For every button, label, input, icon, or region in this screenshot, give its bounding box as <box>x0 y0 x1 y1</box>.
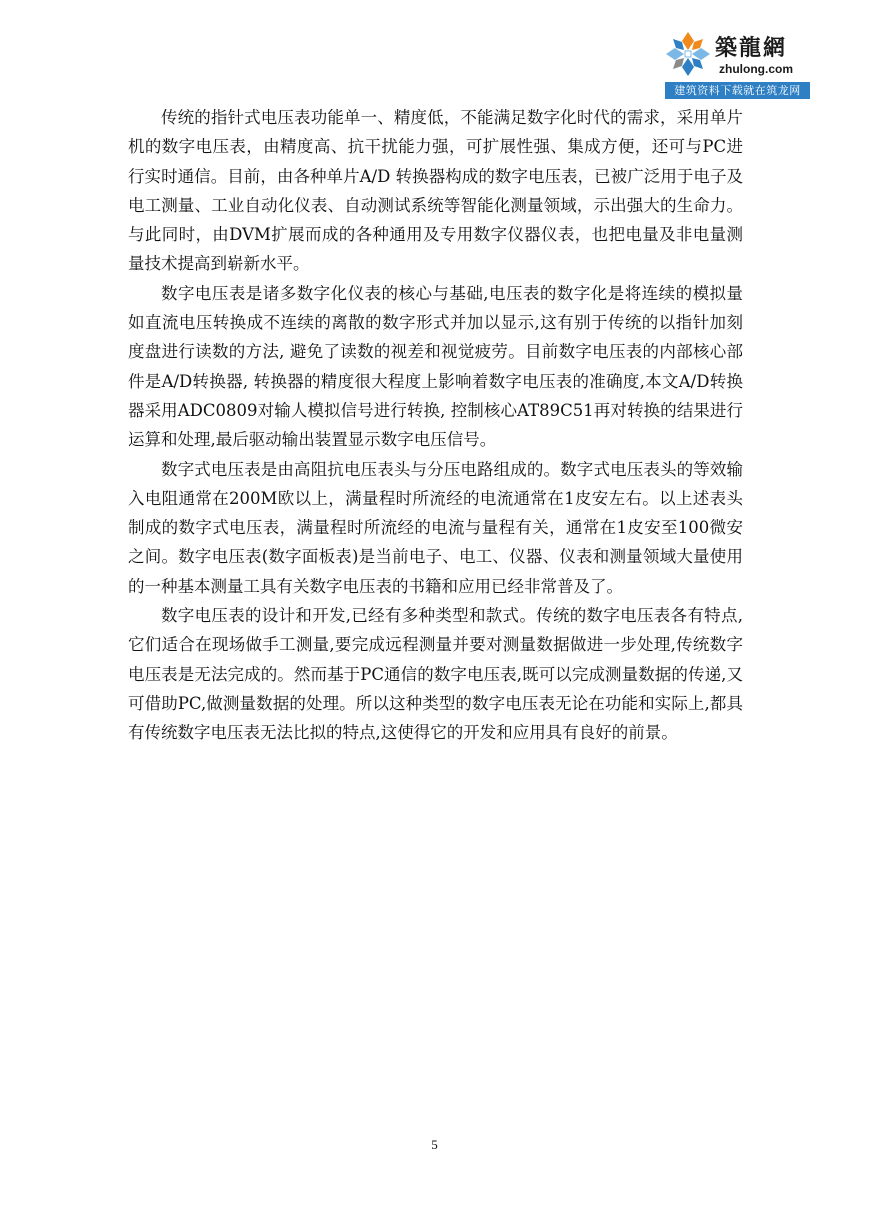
logo-chinese-name: 築龍網 <box>715 35 788 61</box>
logo-slogan: 建筑资料下载就在筑龙网 <box>665 82 810 99</box>
zhulong-snowflake-logo-icon <box>665 31 711 77</box>
paragraph: 数字电压表是诸多数字化仪表的核心与基础,电压表的数字化是将连续的模拟量如直流电压转换成不连续的离散的数字形式并加以显示,这有别于传统的以指针加刻度盘进行读数的方法, 避免了读数的视差和视觉疲劳。目前数字电压表的内部核心部件是A/D转换器, 转换器的精度很大程度上影响着数字电压表的准确度,本文A/D转换器采用ADC0809对输人模拟信号进行转换, 控制核心AT89C51再对转换的结果进行运算和处理,最后驱动输出装置显示数字电压信号。 <box>128 283 743 450</box>
logo-domain: zhulong.com <box>719 62 793 76</box>
paragraph: 数字电压表的设计和开发,已经有多种类型和款式。传统的数字电压表各有特点,它们适合在现场做手工测量,要完成远程测量并要对测量数据做进一步处理,传统数字电压表是无法完成的。然而基于PC通信的数字电压表,既可以完成测量数据的传递,又可借助PC,做测量数据的处理。所以这种类型的数字电压表无论在功能和实际上,都具有传统数字电压表无法比拟的特点,这使得它的开发和应用具有良好的前景。 <box>128 606 743 743</box>
document-body <box>128 103 743 748</box>
paragraph: 传统的指针式电压表功能单一、精度低，不能满足数字化时代的需求，采用单片机的数字电压表，由精度高、抗干扰能力强，可扩展性强、集成方便，还可与PC进行实时通信。目前，由各种单片A/D 转换器构成的数字电压表，已被广泛用于电子及电工测量、工业自动化仪表、自动测试系统等智能化测量领域，示出强大的生命力。与此同时，由DVM扩展而成的各种通用及专用数字仪器仪表，也把电量及非电量测量技术提高到崭新水平。 <box>128 108 743 274</box>
page-number: 5 <box>431 1137 438 1152</box>
zhulong-logo <box>665 27 810 101</box>
paragraph: 数字式电压表是由高阻抗电压表头与分压电路组成的。数字式电压表头的等效输入电阻通常在200M欧以上，满量程时所流经的电流通常在1皮安左右。以上述表头制成的数字式电压表，满量程时所流经的电流与量程有关，通常在1皮安至100微安之间。数字电压表(数字面板表)是当前电子、电工、仪器、仪表和测量领域大量使用的一种基本测量工具有关数字电压表的书籍和应用已经非常普及了。 <box>128 459 743 596</box>
